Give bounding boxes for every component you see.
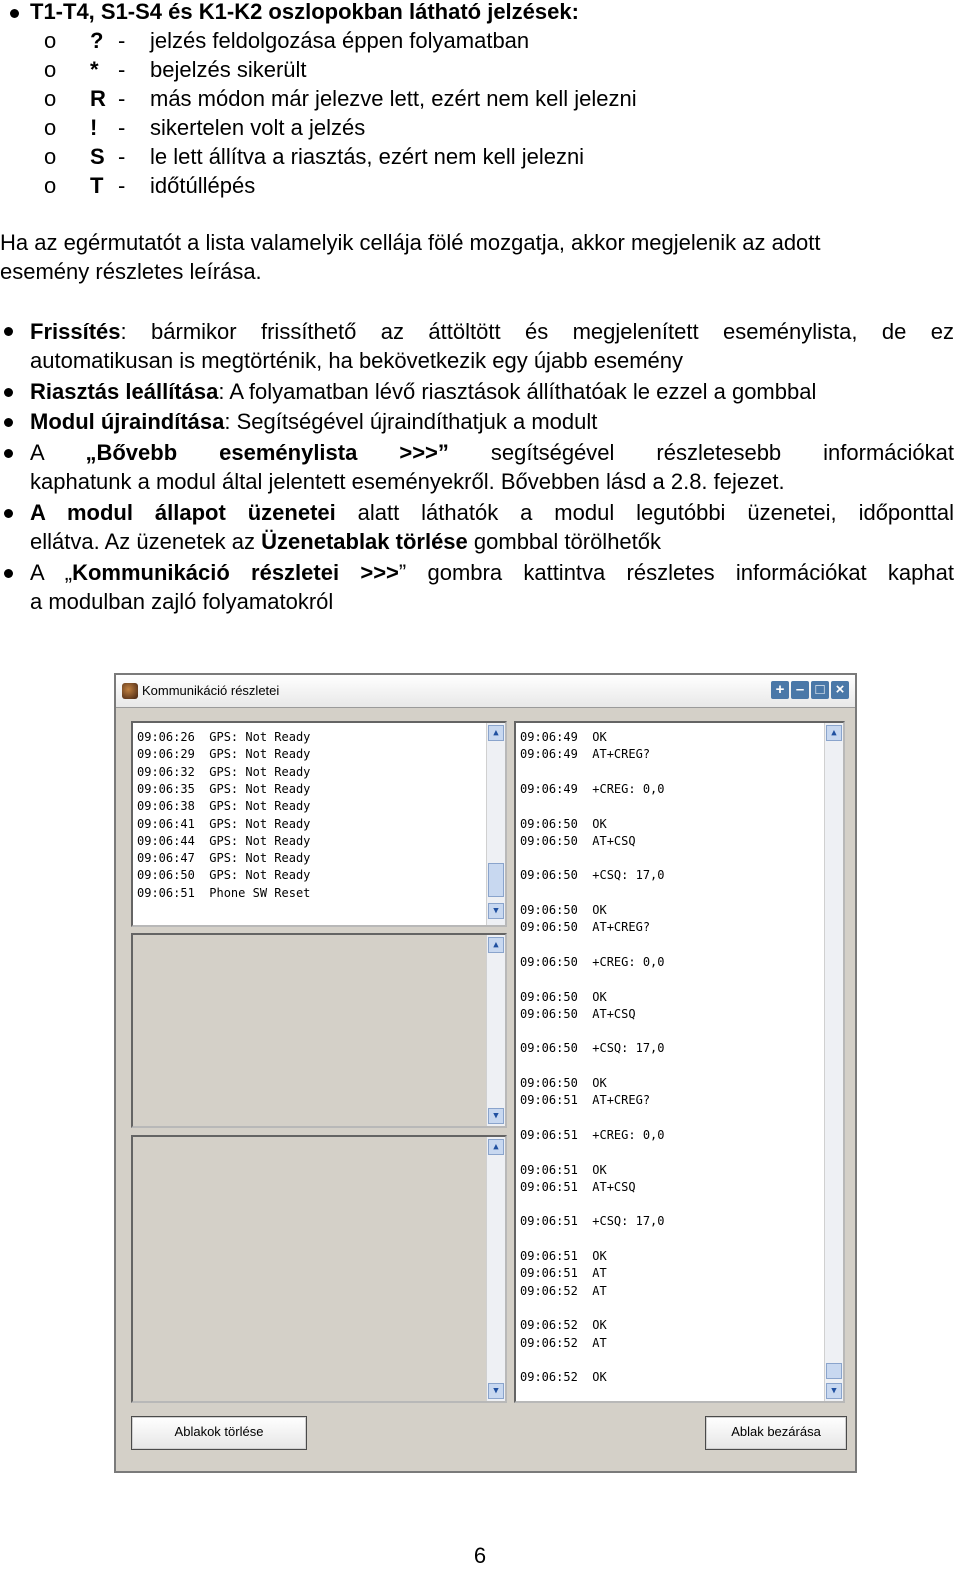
code-list-item xyxy=(0,56,960,84)
code-symbol: ! xyxy=(90,115,98,140)
window-title: Kommunikáció részletei xyxy=(142,683,280,698)
log-entry: 09:06:51 OK xyxy=(520,1249,607,1263)
clear-windows-button[interactable]: Ablakok törlése xyxy=(131,1416,307,1450)
code-symbol: ? xyxy=(90,28,104,53)
code-dash: - xyxy=(118,115,126,140)
code-list-item xyxy=(0,114,960,142)
code-list-heading: T1-T4, S1-S4 és K1-K2 oszlopokban látható jelzések: xyxy=(30,0,579,24)
code-dash: - xyxy=(118,173,126,198)
gps-log-panel[interactable] xyxy=(131,721,507,927)
log-entry: 09:06:50 OK xyxy=(520,903,607,917)
code-description: bejelzés sikerült xyxy=(150,57,307,82)
code-description: le lett állítva a riasztás, ezért nem kell jelezni xyxy=(150,144,585,169)
log-entry: 09:06:50 OK xyxy=(520,1076,607,1090)
log-entry: 09:06:52 OK xyxy=(520,1370,607,1385)
help-button[interactable]: + xyxy=(771,681,789,699)
bullet-dot xyxy=(4,509,13,518)
at-command-log-panel[interactable] xyxy=(514,721,845,1403)
scroll-thumb[interactable] xyxy=(488,863,504,897)
bullet-more-line-1: A „Bővebb eseménylista >>>” segítségével részletesebb információkat xyxy=(30,440,954,465)
scroll-down-icon[interactable]: ▼ xyxy=(826,1383,842,1399)
log-entry: 09:06:52 OK xyxy=(520,1318,607,1333)
log-entry: 09:06:41 GPS: Not Ready xyxy=(137,816,311,831)
log-entry: 09:06:49 AT+CREG? xyxy=(520,747,651,762)
code-dash: - xyxy=(118,28,126,53)
maximize-button[interactable]: □ xyxy=(811,681,829,699)
log-entry: 09:06:49 +CREG: 0,0 xyxy=(520,781,665,796)
bullet-dot xyxy=(4,388,13,397)
log-entry: 09:06:35 GPS: Not Ready xyxy=(137,781,311,796)
code-description: időtúllépés xyxy=(150,173,256,198)
log-entry: 09:06:26 GPS: Not Ready xyxy=(137,730,311,744)
log-entry: 09:06:50 AT+CSQ xyxy=(520,1006,636,1021)
at-log-scrollbar[interactable] xyxy=(824,723,843,1401)
scroll-down-icon[interactable]: ▼ xyxy=(488,903,504,919)
log-entry: 09:06:50 +CREG: 0,0 xyxy=(520,954,665,969)
bullet-refresh-line-1: Frissítés: bármikor frissíthető az áttöltött és megjelenített eseménylista, de ez xyxy=(30,319,954,344)
log-entry: 09:06:50 OK xyxy=(520,989,607,1004)
log-entry: 09:06:51 AT xyxy=(520,1266,607,1281)
log-entry: 09:06:52 AT xyxy=(520,1283,607,1298)
log-entry: 09:06:50 +CSQ: 17,0 xyxy=(520,1041,665,1056)
code-symbol: R xyxy=(90,86,106,111)
log-entry: 09:06:50 AT+CSQ xyxy=(520,833,636,848)
bullet-restart: Modul újraindítása: Segítségével újraindíthatjuk a modult xyxy=(30,409,598,434)
scroll-up-icon[interactable]: ▲ xyxy=(488,937,504,953)
empty-panel-1-scrollbar[interactable] xyxy=(486,935,505,1126)
list-marker: o xyxy=(44,57,57,82)
empty-log-panel-1[interactable] xyxy=(131,933,507,1128)
minimize-button[interactable]: – xyxy=(791,681,809,699)
code-description: jelzés feldolgozása éppen folyamatban xyxy=(150,28,530,53)
paragraph-line-1: Ha az egérmutatót a lista valamelyik cellája fölé mozgatja, akkor megjelenik az adott xyxy=(0,230,821,255)
log-entry: 09:06:51 +CREG: 0,0 xyxy=(520,1127,665,1142)
gps-log-scrollbar[interactable] xyxy=(486,723,505,925)
code-symbol: S xyxy=(90,144,105,169)
page-number: 6 xyxy=(473,1543,487,1568)
log-entry: 09:06:50 +CSQ: 17,0 xyxy=(520,868,665,883)
code-description: sikertelen volt a jelzés xyxy=(150,115,366,140)
close-button[interactable]: Ablak bezárása xyxy=(705,1416,847,1450)
code-dash: - xyxy=(118,86,126,111)
log-entry: 09:06:29 GPS: Not Ready xyxy=(137,747,311,762)
log-entry: 09:06:50 OK xyxy=(520,816,607,831)
bullet-status-line-2: ellátva. Az üzenetek az Üzenetablak törlése gombbal törölhetők xyxy=(30,529,662,554)
empty-log-panel-2[interactable] xyxy=(131,1135,507,1403)
code-list-item xyxy=(0,85,960,113)
scroll-up-icon[interactable]: ▲ xyxy=(488,1139,504,1155)
list-marker: o xyxy=(44,86,57,111)
log-entry: 09:06:51 +CSQ: 17,0 xyxy=(520,1214,665,1229)
paragraph-line-2: esemény részletes leírása. xyxy=(0,259,262,284)
scroll-down-icon[interactable]: ▼ xyxy=(488,1108,504,1124)
bullet-dot xyxy=(4,327,13,336)
scroll-up-icon[interactable]: ▲ xyxy=(488,725,504,741)
list-marker: o xyxy=(44,28,57,53)
bullet-dot xyxy=(4,418,13,427)
app-icon xyxy=(122,683,138,699)
bullet-more-line-2: kaphatunk a modul által jelentett eseményekről. Bővebben lásd a 2.8. fejezet. xyxy=(30,469,785,494)
list-marker: o xyxy=(44,115,57,140)
bullet-dot xyxy=(10,9,19,18)
scroll-up-icon[interactable]: ▲ xyxy=(826,725,842,741)
code-symbol: * xyxy=(90,57,99,82)
log-entry: 09:06:51 Phone SW Reset xyxy=(137,885,311,900)
scroll-down-icon[interactable]: ▼ xyxy=(488,1383,504,1399)
bullet-alarm: Riasztás leállítása: A folyamatban lévő riasztások állíthatóak le ezzel a gombbal xyxy=(30,379,817,404)
log-entry: 09:06:51 AT+CSQ xyxy=(520,1179,636,1194)
code-dash: - xyxy=(118,57,126,82)
scroll-thumb[interactable] xyxy=(826,1363,842,1379)
code-list-item xyxy=(0,172,960,200)
empty-panel-2-scrollbar[interactable] xyxy=(486,1137,505,1401)
close-window-button[interactable]: × xyxy=(831,681,849,699)
comm-details-window xyxy=(114,673,857,1473)
bullet-status-line-1: A modul állapot üzenetei alatt láthatók a modul legutóbbi üzenetei, időponttal xyxy=(30,500,954,525)
code-dash: - xyxy=(118,144,126,169)
log-entry: 09:06:51 OK xyxy=(520,1162,607,1177)
log-entry: 09:06:44 GPS: Not Ready xyxy=(137,833,311,848)
bullet-dot xyxy=(4,449,13,458)
log-entry: 09:06:38 GPS: Not Ready xyxy=(137,799,311,814)
bullet-refresh-line-2: automatikusan is megtörténik, ha bekövetkezik egy újabb esemény xyxy=(30,348,684,373)
log-entry: 09:06:50 GPS: Not Ready xyxy=(137,868,311,883)
bullet-dot xyxy=(4,569,13,578)
code-symbol: T xyxy=(90,173,104,198)
log-entry: 09:06:47 GPS: Not Ready xyxy=(137,851,311,866)
code-description: más módon már jelezve lett, ezért nem kell jelezni xyxy=(150,86,637,111)
log-entry: 09:06:50 AT+CREG? xyxy=(520,920,651,935)
list-marker: o xyxy=(44,173,57,198)
titlebar-buttons xyxy=(769,681,849,701)
log-entry: 09:06:51 AT+CREG? xyxy=(520,1093,651,1108)
log-entry: 09:06:32 GPS: Not Ready xyxy=(137,764,311,779)
bullet-comm-line-2: a modulban zajló folyamatokról xyxy=(30,589,334,614)
window-titlebar xyxy=(116,675,855,708)
bullet-comm-line-1: A „Kommunikáció részletei >>>” gombra kattintva részletes információkat kaphat xyxy=(30,560,954,585)
list-marker: o xyxy=(44,144,57,169)
code-list-item xyxy=(0,143,960,171)
code-list-item xyxy=(0,27,960,55)
log-entry: 09:06:52 AT xyxy=(520,1335,607,1350)
log-entry: 09:06:49 OK xyxy=(520,730,607,744)
